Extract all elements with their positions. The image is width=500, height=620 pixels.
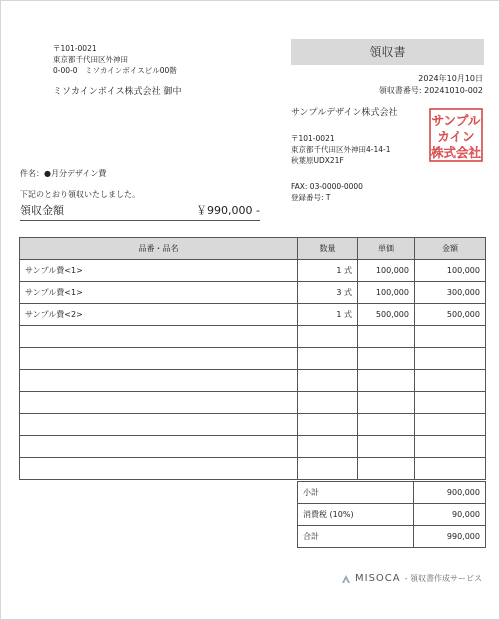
cell-amount: 500,000 xyxy=(415,304,486,326)
cell-item-name: サンプル費<1> xyxy=(20,260,298,282)
empty-cell xyxy=(298,392,358,414)
empty-cell xyxy=(415,370,486,392)
recipient-address1: 東京都千代田区外神田 xyxy=(53,55,128,64)
empty-cell xyxy=(415,458,486,480)
document-number: 領収書番号: 20241010-002 xyxy=(378,86,483,95)
total-label: 合計 xyxy=(298,526,414,548)
items-header-row xyxy=(20,238,486,260)
header-amount: 金額 xyxy=(415,238,486,260)
empty-cell xyxy=(415,348,486,370)
issuer-postal: 〒101-0021 xyxy=(291,134,335,143)
empty-cell xyxy=(298,370,358,392)
amount-value: ￥990,000 - xyxy=(196,204,260,217)
footer-brand: MISOCA xyxy=(355,573,401,584)
empty-cell xyxy=(358,458,415,480)
footer-service: - 領収書作成サービス xyxy=(404,574,483,583)
empty-cell xyxy=(358,370,415,392)
table-row xyxy=(20,260,486,282)
empty-cell xyxy=(20,436,298,458)
misoca-logo-icon xyxy=(341,574,351,584)
table-row xyxy=(20,370,486,392)
items-table xyxy=(19,237,486,480)
cell-quantity: 1 式 xyxy=(298,304,358,326)
table-row xyxy=(20,436,486,458)
empty-cell xyxy=(298,436,358,458)
svg-text:カイン: カイン xyxy=(437,129,475,144)
amount-row xyxy=(20,204,260,221)
cell-amount: 300,000 xyxy=(415,282,486,304)
header-item-name: 品番・品名 xyxy=(20,238,298,260)
cell-amount: 100,000 xyxy=(415,260,486,282)
issuer-address1: 東京都千代田区外神田4-14-1 xyxy=(291,145,391,154)
empty-cell xyxy=(358,414,415,436)
empty-cell xyxy=(20,414,298,436)
issuer-name: サンプルデザイン株式会社 xyxy=(291,108,398,118)
table-row xyxy=(20,392,486,414)
header-quantity: 数量 xyxy=(298,238,358,260)
issuer-address2: 秋葉原UDX21F xyxy=(291,156,344,165)
subtotal-label: 小計 xyxy=(298,482,414,504)
empty-cell xyxy=(298,326,358,348)
tax-value: 90,000 xyxy=(414,504,486,526)
recipient-name: ミソカインボイス株式会社 御中 xyxy=(53,87,182,97)
empty-cell xyxy=(415,414,486,436)
table-row xyxy=(20,304,486,326)
empty-cell xyxy=(20,348,298,370)
empty-cell xyxy=(415,392,486,414)
cell-quantity: 1 式 xyxy=(298,260,358,282)
total-row xyxy=(298,526,486,548)
empty-cell xyxy=(20,326,298,348)
empty-cell xyxy=(358,326,415,348)
issuer-registration: 登録番号: T xyxy=(291,193,331,202)
subject-line: 件名：●月分デザイン費 xyxy=(20,169,107,178)
document-date: 2024年10月10日 xyxy=(418,74,483,83)
cell-unit-price: 500,000 xyxy=(358,304,415,326)
table-row xyxy=(20,348,486,370)
empty-cell xyxy=(298,458,358,480)
empty-cell xyxy=(358,348,415,370)
company-seal-stamp xyxy=(429,108,483,162)
empty-cell xyxy=(298,348,358,370)
empty-cell xyxy=(298,414,358,436)
empty-cell xyxy=(20,392,298,414)
footer xyxy=(341,573,482,584)
header-unit-price: 単価 xyxy=(358,238,415,260)
cell-unit-price: 100,000 xyxy=(358,282,415,304)
empty-cell xyxy=(20,458,298,480)
issuer-fax: FAX: 03-0000-0000 xyxy=(291,182,363,191)
recipient-address2: 0-00-0 ミソカインボイスビル00階 xyxy=(53,66,177,75)
empty-cell xyxy=(358,436,415,458)
cell-item-name: サンプル費<2> xyxy=(20,304,298,326)
tax-label: 消費税 (10%) xyxy=(298,504,414,526)
cell-quantity: 3 式 xyxy=(298,282,358,304)
table-row xyxy=(20,282,486,304)
svg-text:サンプル: サンプル xyxy=(431,113,481,128)
svg-text:株式会社: 株式会社 xyxy=(430,145,482,160)
cell-unit-price: 100,000 xyxy=(358,260,415,282)
recipient-postal: 〒101-0021 xyxy=(53,44,97,53)
table-row xyxy=(20,326,486,348)
table-row xyxy=(20,414,486,436)
table-row xyxy=(20,458,486,480)
empty-cell xyxy=(20,370,298,392)
tax-row xyxy=(298,504,486,526)
total-value: 990,000 xyxy=(414,526,486,548)
amount-label: 領収金額 xyxy=(20,204,64,217)
empty-cell xyxy=(415,436,486,458)
document-title: 領収書 xyxy=(291,39,484,65)
subtotal-row xyxy=(298,482,486,504)
empty-cell xyxy=(358,392,415,414)
subtotal-value: 900,000 xyxy=(414,482,486,504)
cell-item-name: サンプル費<1> xyxy=(20,282,298,304)
receipt-note: 下記のとおり領収いたしました。 xyxy=(20,190,140,199)
summary-table xyxy=(297,481,486,548)
empty-cell xyxy=(415,326,486,348)
